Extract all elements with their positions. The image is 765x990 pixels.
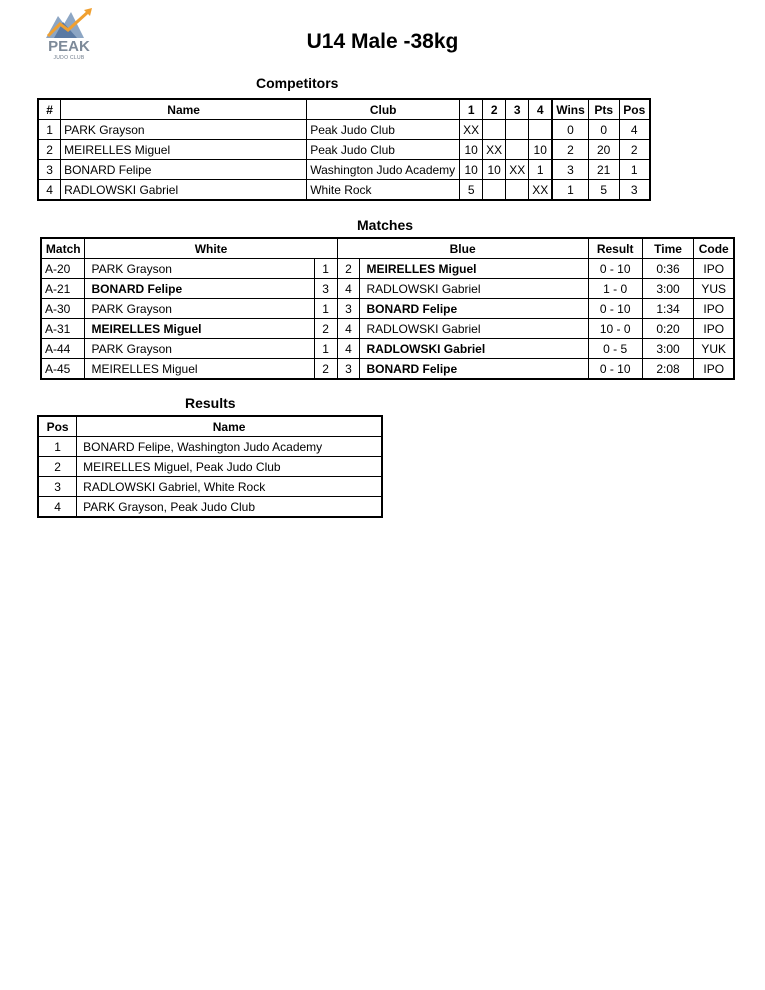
matches-heading: Matches bbox=[357, 217, 414, 233]
col-header-result: Result bbox=[588, 238, 642, 259]
pos-cell: 3 bbox=[619, 180, 650, 201]
blue-num: 3 bbox=[337, 299, 360, 319]
white-num: 1 bbox=[314, 339, 337, 359]
match-result: 10 - 0 bbox=[588, 319, 642, 339]
score-cell: 10 bbox=[460, 140, 483, 160]
table-row bbox=[38, 160, 650, 180]
wins-cell: 1 bbox=[552, 180, 588, 201]
blue-name: MEIRELLES Miguel bbox=[360, 259, 588, 279]
matches-header-row bbox=[41, 238, 734, 259]
result-pos: 4 bbox=[38, 497, 77, 518]
score-cell bbox=[506, 140, 529, 160]
match-time: 3:00 bbox=[642, 339, 694, 359]
match-id: A-45 bbox=[41, 359, 85, 380]
score-cell bbox=[483, 180, 506, 201]
table-row bbox=[38, 140, 650, 160]
competitor-num: 2 bbox=[38, 140, 61, 160]
competitor-club: Washington Judo Academy bbox=[307, 160, 460, 180]
blue-num: 4 bbox=[337, 339, 360, 359]
table-row bbox=[41, 359, 734, 380]
result-name: MEIRELLES Miguel, Peak Judo Club bbox=[77, 457, 382, 477]
competitor-num: 4 bbox=[38, 180, 61, 201]
match-id: A-44 bbox=[41, 339, 85, 359]
competitor-num: 1 bbox=[38, 120, 61, 140]
white-num: 2 bbox=[314, 319, 337, 339]
blue-name: BONARD Felipe bbox=[360, 359, 588, 380]
col-header-name: Name bbox=[77, 416, 382, 437]
pts-cell: 0 bbox=[588, 120, 619, 140]
match-time: 0:36 bbox=[642, 259, 694, 279]
table-row bbox=[38, 477, 382, 497]
white-num: 1 bbox=[314, 259, 337, 279]
pos-cell: 4 bbox=[619, 120, 650, 140]
table-row bbox=[41, 339, 734, 359]
competitor-name: MEIRELLES Miguel bbox=[61, 140, 307, 160]
col-header-pts: Pts bbox=[588, 99, 619, 120]
match-code: IPO bbox=[694, 259, 734, 279]
table-row bbox=[38, 437, 382, 457]
col-header-num: # bbox=[38, 99, 61, 120]
result-name: PARK Grayson, Peak Judo Club bbox=[77, 497, 382, 518]
match-id: A-21 bbox=[41, 279, 85, 299]
match-time: 3:00 bbox=[642, 279, 694, 299]
col-header-pos: Pos bbox=[38, 416, 77, 437]
col-header-score-4: 4 bbox=[529, 99, 553, 120]
pts-cell: 5 bbox=[588, 180, 619, 201]
score-cell: XX bbox=[483, 140, 506, 160]
match-result: 0 - 5 bbox=[588, 339, 642, 359]
col-header-score-2: 2 bbox=[483, 99, 506, 120]
white-name: MEIRELLES Miguel bbox=[85, 319, 314, 339]
wins-cell: 2 bbox=[552, 140, 588, 160]
match-id: A-30 bbox=[41, 299, 85, 319]
page-title: U14 Male -38kg bbox=[306, 30, 459, 53]
blue-name: RADLOWSKI Gabriel bbox=[360, 339, 588, 359]
score-cell: 5 bbox=[460, 180, 483, 201]
col-header-pos: Pos bbox=[619, 99, 650, 120]
match-result: 0 - 10 bbox=[588, 299, 642, 319]
col-header-white: White bbox=[85, 238, 337, 259]
col-header-club: Club bbox=[307, 99, 460, 120]
competitor-name: PARK Grayson bbox=[61, 120, 307, 140]
wins-cell: 3 bbox=[552, 160, 588, 180]
score-cell: XX bbox=[529, 180, 553, 201]
results-header-row bbox=[38, 416, 382, 437]
competitors-header-row bbox=[38, 99, 650, 120]
match-code: IPO bbox=[694, 319, 734, 339]
blue-name: BONARD Felipe bbox=[360, 299, 588, 319]
white-num: 3 bbox=[314, 279, 337, 299]
white-num: 2 bbox=[314, 359, 337, 380]
competitor-club: Peak Judo Club bbox=[307, 120, 460, 140]
match-time: 1:34 bbox=[642, 299, 694, 319]
logo-text: PEAK bbox=[48, 38, 90, 55]
col-header-wins: Wins bbox=[552, 99, 588, 120]
match-result: 0 - 10 bbox=[588, 359, 642, 380]
competitor-name: BONARD Felipe bbox=[61, 160, 307, 180]
white-name: PARK Grayson bbox=[85, 259, 314, 279]
score-cell bbox=[506, 180, 529, 201]
match-code: YUK bbox=[694, 339, 734, 359]
score-cell bbox=[506, 120, 529, 140]
table-row bbox=[38, 497, 382, 518]
competitor-name: RADLOWSKI Gabriel bbox=[61, 180, 307, 201]
table-row bbox=[41, 259, 734, 279]
wins-cell: 0 bbox=[552, 120, 588, 140]
col-header-name: Name bbox=[61, 99, 307, 120]
white-name: PARK Grayson bbox=[85, 299, 314, 319]
blue-num: 2 bbox=[337, 259, 360, 279]
col-header-score-3: 3 bbox=[506, 99, 529, 120]
score-cell bbox=[529, 120, 553, 140]
match-time: 2:08 bbox=[642, 359, 694, 380]
match-code: IPO bbox=[694, 299, 734, 319]
blue-name: RADLOWSKI Gabriel bbox=[360, 279, 588, 299]
score-cell bbox=[483, 120, 506, 140]
table-row bbox=[41, 299, 734, 319]
result-name: BONARD Felipe, Washington Judo Academy bbox=[77, 437, 382, 457]
table-row bbox=[41, 279, 734, 299]
white-name: PARK Grayson bbox=[85, 339, 314, 359]
score-cell: 10 bbox=[460, 160, 483, 180]
pos-cell: 2 bbox=[619, 140, 650, 160]
matches-table bbox=[40, 237, 735, 380]
table-row bbox=[41, 319, 734, 339]
results-heading: Results bbox=[185, 395, 236, 411]
col-header-time: Time bbox=[642, 238, 694, 259]
col-header-score-1: 1 bbox=[460, 99, 483, 120]
col-header-blue: Blue bbox=[337, 238, 588, 259]
pts-cell: 20 bbox=[588, 140, 619, 160]
logo-subtext: JUDO CLUB bbox=[53, 55, 85, 61]
col-header-code: Code bbox=[694, 238, 734, 259]
blue-num: 4 bbox=[337, 319, 360, 339]
match-result: 0 - 10 bbox=[588, 259, 642, 279]
match-code: YUS bbox=[694, 279, 734, 299]
score-cell: 1 bbox=[529, 160, 553, 180]
col-header-match: Match bbox=[41, 238, 85, 259]
score-cell: 10 bbox=[529, 140, 553, 160]
white-name: BONARD Felipe bbox=[85, 279, 314, 299]
result-pos: 1 bbox=[38, 437, 77, 457]
competitors-heading: Competitors bbox=[256, 75, 339, 91]
competitors-table bbox=[37, 98, 651, 201]
competitor-club: Peak Judo Club bbox=[307, 140, 460, 160]
match-result: 1 - 0 bbox=[588, 279, 642, 299]
pos-cell: 1 bbox=[619, 160, 650, 180]
score-cell: XX bbox=[460, 120, 483, 140]
result-name: RADLOWSKI Gabriel, White Rock bbox=[77, 477, 382, 497]
white-name: MEIRELLES Miguel bbox=[85, 359, 314, 380]
blue-num: 4 bbox=[337, 279, 360, 299]
blue-name: RADLOWSKI Gabriel bbox=[360, 319, 588, 339]
competitor-club: White Rock bbox=[307, 180, 460, 201]
match-id: A-31 bbox=[41, 319, 85, 339]
match-code: IPO bbox=[694, 359, 734, 380]
score-cell: XX bbox=[506, 160, 529, 180]
competitor-num: 3 bbox=[38, 160, 61, 180]
score-cell: 10 bbox=[483, 160, 506, 180]
results-table bbox=[37, 415, 383, 518]
pts-cell: 21 bbox=[588, 160, 619, 180]
white-num: 1 bbox=[314, 299, 337, 319]
match-time: 0:20 bbox=[642, 319, 694, 339]
table-row bbox=[38, 180, 650, 201]
match-id: A-20 bbox=[41, 259, 85, 279]
result-pos: 2 bbox=[38, 457, 77, 477]
blue-num: 3 bbox=[337, 359, 360, 380]
table-row bbox=[38, 457, 382, 477]
result-pos: 3 bbox=[38, 477, 77, 497]
table-row bbox=[38, 120, 650, 140]
